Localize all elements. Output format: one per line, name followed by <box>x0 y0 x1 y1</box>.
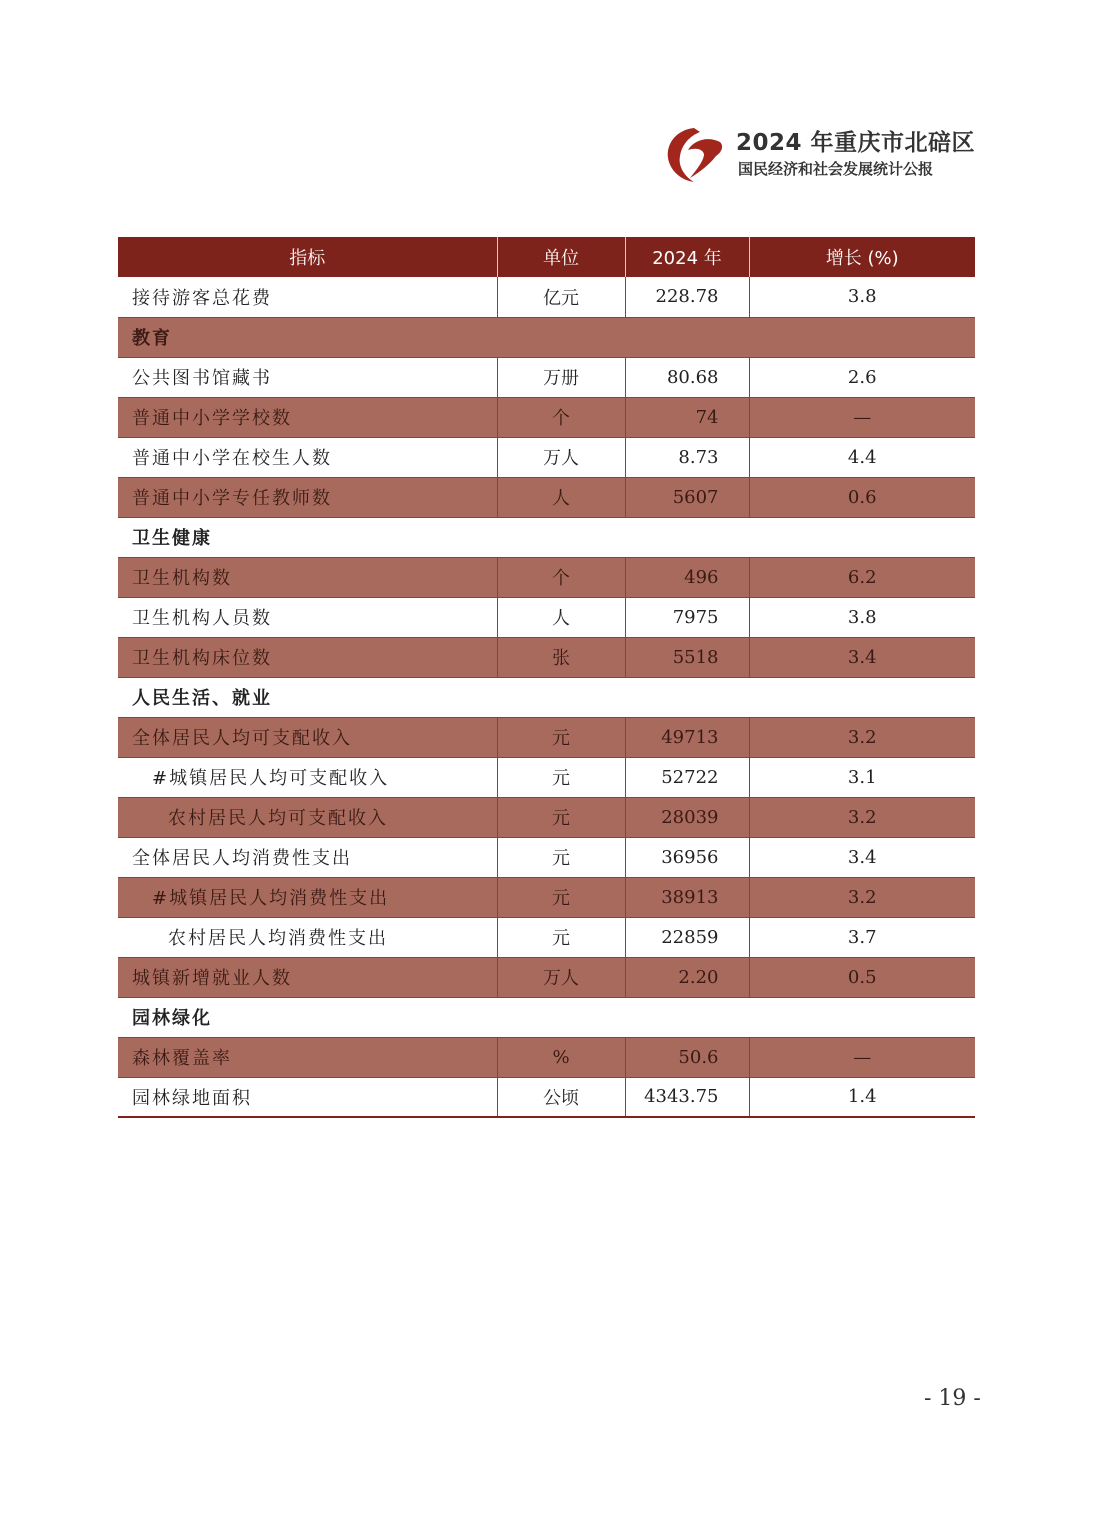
report-title: 2024 年重庆市北碚区 <box>736 130 976 156</box>
growth-cell: 0.5 <box>749 957 975 997</box>
unit-cell: 万册 <box>497 357 625 397</box>
unit-cell: 个 <box>497 397 625 437</box>
growth-cell: 3.4 <box>749 837 975 877</box>
table-header <box>118 237 975 277</box>
growth-cell: 0.6 <box>749 477 975 517</box>
unit-cell: 亿元 <box>497 277 625 317</box>
growth-cell: — <box>749 1037 975 1077</box>
value-cell: 36956 <box>625 837 749 877</box>
unit-cell: 人 <box>497 477 625 517</box>
value-cell: 228.78 <box>625 277 749 317</box>
table-row <box>118 837 975 877</box>
statistics-bureau-logo-icon <box>664 122 726 184</box>
value-cell: 22859 <box>625 917 749 957</box>
value-cell: 28039 <box>625 797 749 837</box>
category-label: 园林绿化 <box>118 997 975 1037</box>
indicator-name: 卫生机构数 <box>118 557 497 597</box>
page-number: - 19 - <box>924 1386 981 1411</box>
category-row <box>118 677 975 717</box>
value-cell: 4343.75 <box>625 1077 749 1117</box>
indicator-name: 卫生机构人员数 <box>118 597 497 637</box>
growth-cell: 3.1 <box>749 757 975 797</box>
table-row <box>118 557 975 597</box>
growth-cell: 4.4 <box>749 437 975 477</box>
unit-cell: 万人 <box>497 437 625 477</box>
value-cell: 7975 <box>625 597 749 637</box>
table-row <box>118 797 975 837</box>
unit-cell: 张 <box>497 637 625 677</box>
indicator-name: 农村居民人均可支配收入 <box>118 797 497 837</box>
unit-cell: 元 <box>497 717 625 757</box>
indicator-name: 卫生机构床位数 <box>118 637 497 677</box>
indicator-name: 普通中小学学校数 <box>118 397 497 437</box>
unit-cell: 万人 <box>497 957 625 997</box>
column-header-growth: 增长 (%) <box>749 237 975 277</box>
unit-cell: 元 <box>497 837 625 877</box>
table-row <box>118 637 975 677</box>
indicator-name: 接待游客总花费 <box>118 277 497 317</box>
growth-cell: 1.4 <box>749 1077 975 1117</box>
growth-cell: 2.6 <box>749 357 975 397</box>
indicator-name: #城镇居民人均消费性支出 <box>118 877 497 917</box>
category-label: 卫生健康 <box>118 517 975 557</box>
column-header-year: 2024 年 <box>625 237 749 277</box>
unit-cell: 元 <box>497 757 625 797</box>
table-row <box>118 477 975 517</box>
unit-cell: 个 <box>497 557 625 597</box>
value-cell: 49713 <box>625 717 749 757</box>
indicator-name: 农村居民人均消费性支出 <box>118 917 497 957</box>
report-header <box>664 118 984 188</box>
table-row <box>118 597 975 637</box>
value-cell: 38913 <box>625 877 749 917</box>
growth-cell: 3.2 <box>749 797 975 837</box>
table-row <box>118 1037 975 1077</box>
value-cell: 8.73 <box>625 437 749 477</box>
value-cell: 50.6 <box>625 1037 749 1077</box>
table-row <box>118 437 975 477</box>
table-row <box>118 717 975 757</box>
indicator-name: 全体居民人均可支配收入 <box>118 717 497 757</box>
indicator-name: #城镇居民人均可支配收入 <box>118 757 497 797</box>
unit-cell: % <box>497 1037 625 1077</box>
table-row <box>118 277 975 317</box>
table-row <box>118 357 975 397</box>
unit-cell: 人 <box>497 597 625 637</box>
indicator-name: 普通中小学在校生人数 <box>118 437 497 477</box>
indicator-name: 全体居民人均消费性支出 <box>118 837 497 877</box>
value-cell: 5518 <box>625 637 749 677</box>
growth-cell: 3.8 <box>749 277 975 317</box>
category-row <box>118 997 975 1037</box>
column-header-unit: 单位 <box>497 237 625 277</box>
value-cell: 52722 <box>625 757 749 797</box>
growth-cell: 3.4 <box>749 637 975 677</box>
category-label: 人民生活、就业 <box>118 677 975 717</box>
indicator-name: 公共图书馆藏书 <box>118 357 497 397</box>
report-subtitle: 国民经济和社会发展统计公报 <box>738 160 934 178</box>
growth-cell: 3.2 <box>749 877 975 917</box>
growth-cell: 6.2 <box>749 557 975 597</box>
table-row <box>118 757 975 797</box>
growth-cell: 3.7 <box>749 917 975 957</box>
table-row <box>118 1077 975 1117</box>
unit-cell: 元 <box>497 797 625 837</box>
indicator-name: 森林覆盖率 <box>118 1037 497 1077</box>
unit-cell: 公顷 <box>497 1077 625 1117</box>
indicator-name: 城镇新增就业人数 <box>118 957 497 997</box>
table-row <box>118 917 975 957</box>
column-header-indicator: 指标 <box>118 237 497 277</box>
value-cell: 5607 <box>625 477 749 517</box>
growth-cell: — <box>749 397 975 437</box>
unit-cell: 元 <box>497 917 625 957</box>
value-cell: 496 <box>625 557 749 597</box>
value-cell: 2.20 <box>625 957 749 997</box>
indicator-name: 普通中小学专任教师数 <box>118 477 497 517</box>
value-cell: 80.68 <box>625 357 749 397</box>
table-row <box>118 397 975 437</box>
indicator-name: 园林绿地面积 <box>118 1077 497 1117</box>
statistics-table <box>118 237 975 1118</box>
category-row <box>118 517 975 557</box>
category-row <box>118 317 975 357</box>
growth-cell: 3.2 <box>749 717 975 757</box>
table-row <box>118 957 975 997</box>
category-label: 教育 <box>118 317 975 357</box>
unit-cell: 元 <box>497 877 625 917</box>
growth-cell: 3.8 <box>749 597 975 637</box>
value-cell: 74 <box>625 397 749 437</box>
table-row <box>118 877 975 917</box>
